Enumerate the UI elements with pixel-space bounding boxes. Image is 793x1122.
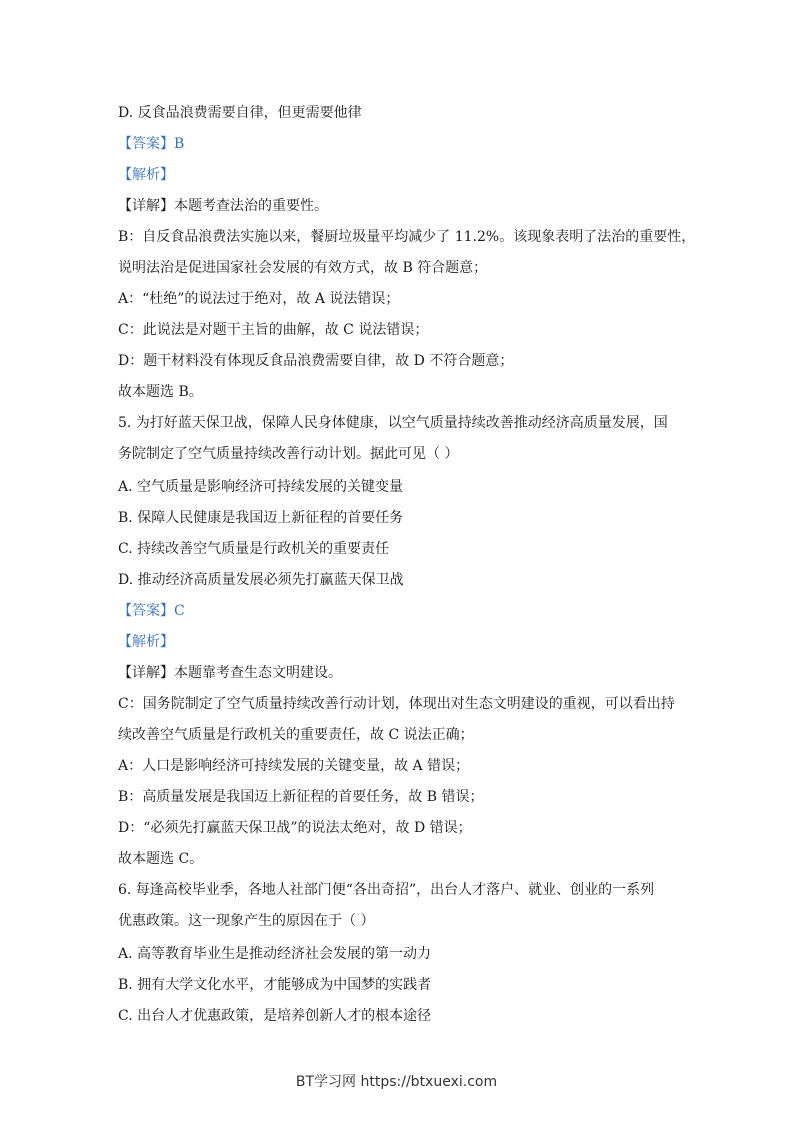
question-6-stem-2: 优惠政策。这一现象产生的原因在于（ ） [118,913,375,929]
explanation-q5-d: D：“必须先打赢蓝天保卫战”的说法太绝对，故 D 错误； [118,820,472,836]
explanation-q4-d: D：题干材料没有体现反食品浪费需要自律，故 D 不符合题意； [118,353,514,369]
question-5-stem-1: 5. 为打好蓝天保卫战，保障人民身体健康，以空气质量持续改善推动经济高质量发展，国 [118,415,668,431]
explanation-q4-a: A：“杜绝”的说法过于绝对，故 A 说法错误； [118,291,400,307]
conclusion-q5: 故本题选 C。 [118,851,204,867]
explanation-q5-c-2: 续改善空气质量是行政机关的重要责任，故 C 说法正确； [118,727,474,743]
explanation-q4-b-2: 说明法治是促进国家社会发展的有效方式，故 B 符合题意； [118,260,488,276]
q5-option-a: A. 空气质量是影响经济可持续发展的关键变量 [118,479,404,495]
footer-watermark: BT学习网 https://btxuexi.com [295,1074,498,1090]
analysis-label-q4: 【解析】 [118,167,174,183]
detail-q5: 【详解】本题靠考查生态文明建设。 [118,665,342,681]
detail-q4: 【详解】本题考查法治的重要性。 [118,198,328,214]
question-6-stem-1: 6. 每逢高校毕业季，各地人社部门便“各出奇招”，出台人才落户、就业、创业的一系列 [118,882,655,898]
conclusion-q4: 故本题选 B。 [118,384,203,400]
q6-option-c: C. 出台人才优惠政策，是培养创新人才的根本途径 [118,1008,432,1024]
answer-label-q4: 【答案】B [118,136,185,152]
explanation-q4-c: C：此说法是对题干主旨的曲解，故 C 说法错误； [118,322,429,338]
q5-option-c: C. 持续改善空气质量是行政机关的重要责任 [118,541,390,557]
q5-option-d: D. 推动经济高质量发展必须先打赢蓝天保卫战 [118,572,404,588]
answer-label-q5: 【答案】C [118,603,185,619]
q6-option-b: B. 拥有大学文化水平，才能够成为中国梦的实践者 [118,977,432,993]
explanation-q5-a: A：人口是影响经济可持续发展的关键变量，故 A 错误； [118,758,470,774]
q5-option-b: B. 保障人民健康是我国迈上新征程的首要任务 [118,510,404,526]
analysis-label-q5: 【解析】 [118,634,174,650]
explanation-q5-b: B：高质量发展是我国迈上新征程的首要任务，故 B 错误； [118,789,484,805]
explanation-q5-c-1: C：国务院制定了空气质量持续改善行动计划，体现出对生态文明建设的重视，可以看出持 [118,696,675,712]
explanation-q4-b-1: B：自反食品浪费法实施以来，餐厨垃圾量平均减少了 11.2%。该现象表明了法治的重要性， [118,229,696,245]
option-d-prev: D. 反食品浪费需要自律，但更需要他律 [118,105,362,121]
q6-option-a: A. 高等教育毕业生是推动经济社会发展的第一动力 [118,946,432,962]
question-5-stem-2: 务院制定了空气质量持续改善行动计划。据此可见（ ） [118,446,459,462]
